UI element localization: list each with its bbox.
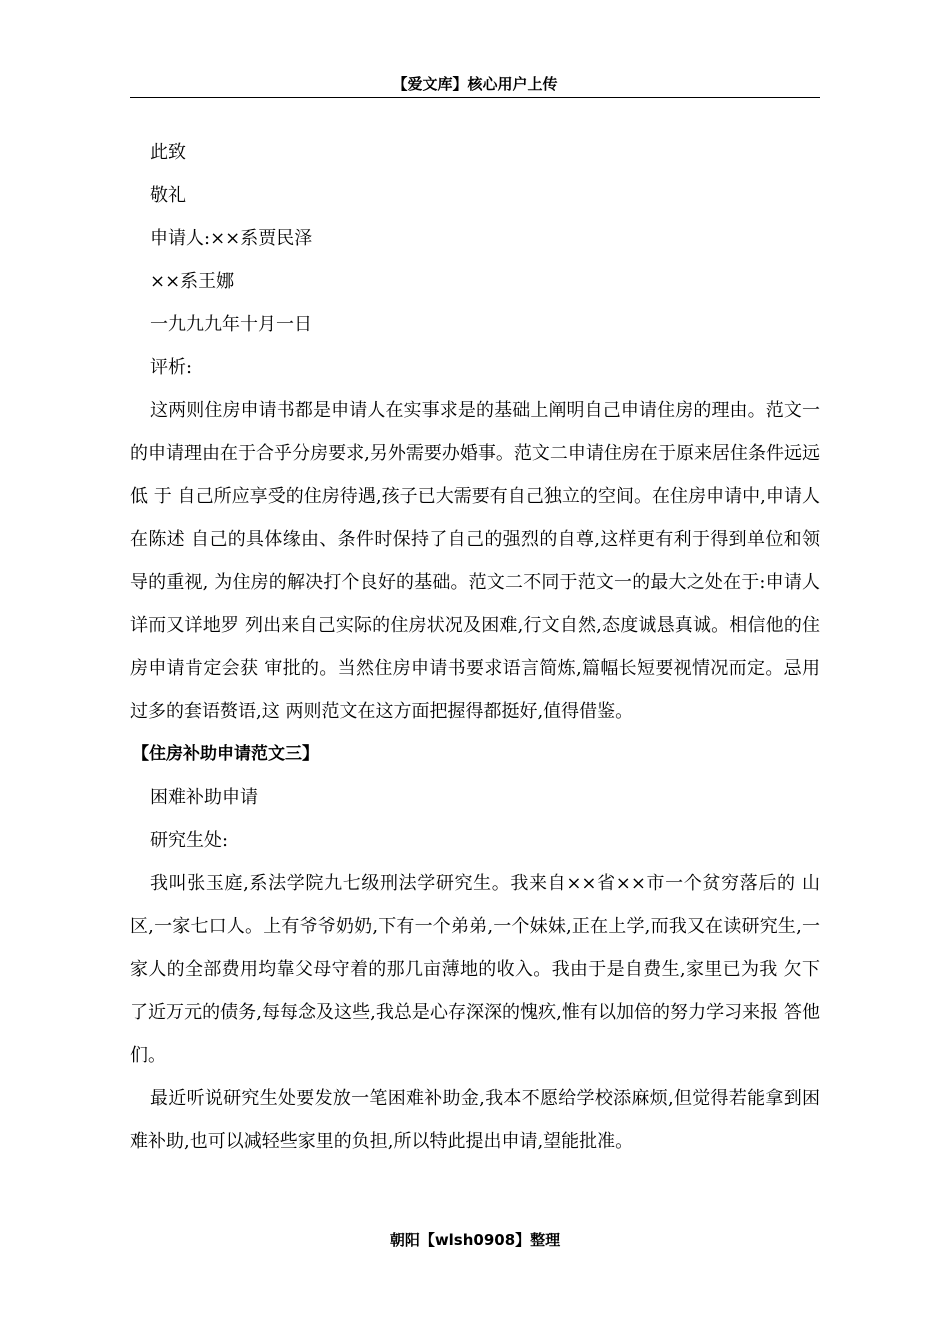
closing-line-2: 敬礼	[150, 185, 186, 206]
applicant-line-1: 申请人:××系贾民泽	[150, 228, 313, 249]
letter-paragraph-2: 最近听说研究生处要发放一笔困难补助金,我本不愿给学校添麻烦,但觉得若能拿到困 难补助,也可以减轻些家里的负担,所以特此提出申请,望能批准。	[130, 1088, 820, 1152]
date-line: 一九九九年十月一日	[150, 314, 312, 335]
closing-line-1: 此致	[150, 142, 186, 163]
page-header: 【爱文库】核心用户上传	[130, 74, 820, 98]
salutation: 研究生处:	[150, 830, 229, 851]
applicant-line-2: ××系王娜	[150, 271, 235, 292]
document-body	[130, 131, 820, 1163]
letter-title: 困难补助申请	[150, 787, 258, 808]
analysis-label: 评析:	[150, 357, 193, 378]
section-heading: 【住房补助申请范文三】	[132, 744, 319, 764]
analysis-paragraph: 这两则住房申请书都是申请人在实事求是的基础上阐明自己申请住房的理由。范文一 的申请理由在于合乎分房要求,另外需要办婚事。范文二申请住房在于原来居住条件远远低 于 自己所应享受的住房待遇,孩子已大需要有自己独立的空间。在住房申请中,申请人在陈述 自己的具体缘由、条件时保持了自己的强烈的自尊,这样更有利于得到单位和领导的重视, 为住房的解决打个良好的基础。范文二不同于范文一的最大之处在于:申请人详而又详地罗 列出来自己实际的住房状况及困难,行文自然,态度诚恳真诚。相信他的住房申请肯定会获 审批的。当然住房申请书要求语言简炼,篇幅长短要视情况而定。忌用过多的套语赘语,这 两则范文在这方面把握得都挺好,值得借鉴。	[130, 400, 820, 722]
page-footer: 朝阳【wlsh0908】整理	[389, 1231, 561, 1249]
letter-paragraph-1: 我叫张玉庭,系法学院九七级刑法学研究生。我来自××省××市一个贫穷落后的 山区,一家七口人。上有爷爷奶奶,下有一个弟弟,一个妹妹,正在上学,而我又在读研究生,一家人的全部费用均靠父母守着的那几亩薄地的收入。我由于是自费生,家里已为我 欠下了近万元的债务,每每念及这些,我总是心存深深的愧疚,惟有以加倍的努力学习来报 答他们。	[130, 873, 820, 1066]
